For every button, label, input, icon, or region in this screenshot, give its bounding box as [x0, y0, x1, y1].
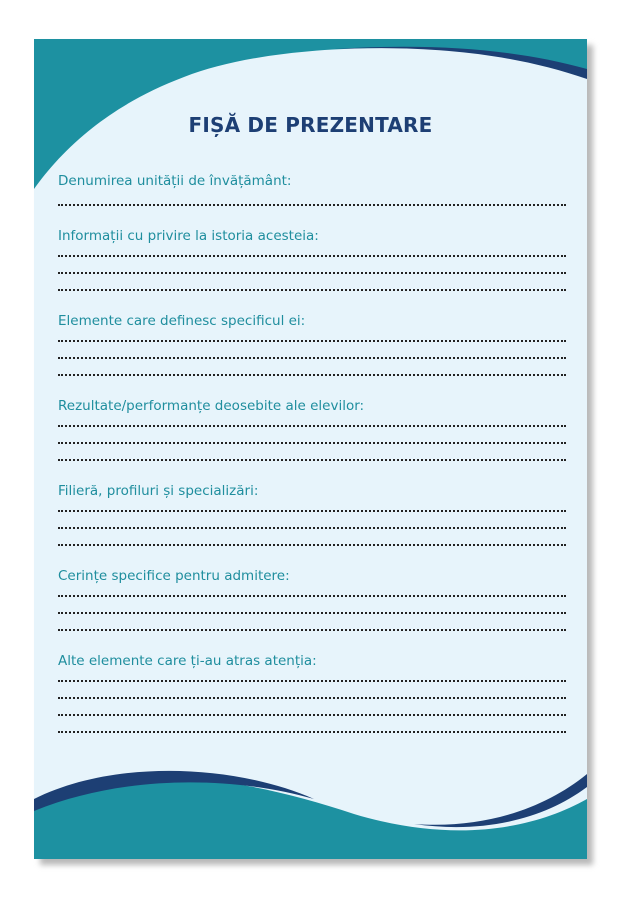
fill-in-line[interactable] — [58, 527, 566, 529]
field-label: Alte elemente care ți-au atras atenția: — [58, 653, 317, 669]
fill-in-line[interactable] — [58, 204, 566, 206]
fill-in-line[interactable] — [58, 442, 566, 444]
fill-in-line[interactable] — [58, 272, 566, 274]
field-label: Filieră, profiluri și specializări: — [58, 483, 259, 499]
fill-in-line[interactable] — [58, 714, 566, 716]
field-other-elements — [58, 652, 566, 733]
field-label: Rezultate/performanțe deosebite ale elevilor: — [58, 398, 365, 414]
field-tracks-profiles — [58, 482, 566, 546]
field-label: Cerințe specifice pentru admitere: — [58, 568, 290, 584]
field-student-results — [58, 397, 566, 461]
field-label: Elemente care definesc specificul ei: — [58, 313, 306, 329]
fill-in-line[interactable] — [58, 459, 566, 461]
fill-in-line[interactable] — [58, 697, 566, 699]
field-school-history — [58, 227, 566, 291]
field-school-name — [58, 172, 566, 206]
fill-in-line[interactable] — [58, 612, 566, 614]
fill-in-line[interactable] — [58, 680, 566, 682]
field-specific-elements — [58, 312, 566, 376]
fill-in-line[interactable] — [58, 255, 566, 257]
fill-in-line[interactable] — [58, 425, 566, 427]
presentation-sheet — [34, 39, 587, 859]
field-admission-requirements — [58, 567, 566, 631]
fill-in-line[interactable] — [58, 357, 566, 359]
field-label: Informații cu privire la istoria acesteia: — [58, 228, 319, 244]
fill-in-line[interactable] — [58, 544, 566, 546]
field-label: Denumirea unității de învățământ: — [58, 173, 292, 189]
fill-in-line[interactable] — [58, 340, 566, 342]
form-title: FIȘĂ DE PREZENTARE — [188, 113, 433, 137]
fill-in-line[interactable] — [58, 510, 566, 512]
fill-in-line[interactable] — [58, 629, 566, 631]
fill-in-line[interactable] — [58, 731, 566, 733]
fill-in-line[interactable] — [58, 374, 566, 376]
fill-in-line[interactable] — [58, 595, 566, 597]
fill-in-line[interactable] — [58, 289, 566, 291]
